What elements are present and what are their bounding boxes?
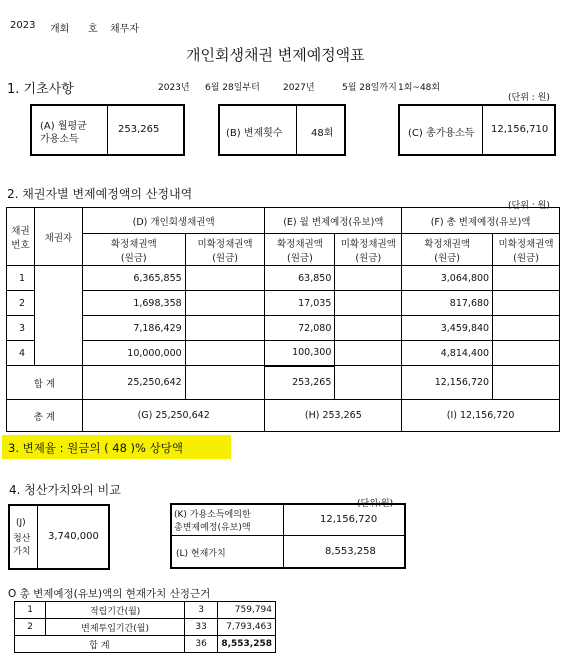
table-row	[15, 619, 276, 636]
box-l-label: (L) 현재가치	[176, 549, 226, 559]
table-row	[7, 266, 560, 291]
period-start-year: 2023년	[158, 83, 190, 93]
sum-e: 253,265	[265, 366, 335, 400]
box-k-label-1: (K) 가용소득에의한	[174, 510, 251, 520]
table-row	[7, 291, 560, 316]
box-a-label-2: 가용소득	[40, 134, 79, 145]
period-end-year: 2027년	[283, 83, 315, 93]
pv-sum-n: 36	[184, 636, 217, 653]
present-value-table	[14, 601, 276, 653]
section2-heading: 2. 채권자별 변제예정액의 산정내역	[7, 187, 193, 201]
section4-heading: 4. 청산가치와의 비교	[9, 483, 121, 497]
row-e: 63,850	[265, 266, 335, 291]
total-g: (G) 25,250,642	[82, 400, 265, 432]
sub-f-unconfirmed: 미확정채권액 (원금)	[493, 234, 560, 266]
pv-sum-v: 8,553,258	[218, 636, 276, 653]
sub-f-confirmed: 확정채권액 (원금)	[402, 234, 493, 266]
creditor-table	[6, 207, 560, 432]
row-f: 3,064,800	[402, 266, 493, 291]
row-d: 7,186,429	[82, 316, 185, 341]
section4-unit: (단위:원)	[357, 499, 394, 509]
period-end-md: 5월 28일까지	[342, 83, 397, 93]
col-no-header: 채권 번호	[7, 208, 35, 266]
box-a-label-1: (A) 월평균	[40, 121, 87, 132]
pv-row-n: 3	[184, 602, 217, 619]
sum-row	[7, 366, 560, 400]
section1-heading: 1. 기초사항	[7, 82, 74, 97]
sub-d-unconfirmed: 미확정채권액 (원금)	[185, 234, 265, 266]
sum-f: 12,156,720	[402, 366, 493, 400]
box-j-label-1: (J)	[16, 518, 26, 528]
row-d: 6,365,855	[82, 266, 185, 291]
row-d: 1,698,358	[82, 291, 185, 316]
pv-row-v: 759,794	[218, 602, 276, 619]
box-a-value: 253,265	[118, 124, 160, 135]
period-rounds: 1회~48회	[398, 83, 441, 93]
box-b-value: 48회	[311, 128, 334, 139]
box-c-value: 12,156,710	[491, 124, 549, 135]
row-f: 817,680	[402, 291, 493, 316]
sub-d-confirmed: 확정채권액 (원금)	[82, 234, 185, 266]
box-k-value: 12,156,720	[320, 514, 378, 525]
row-e: 17,035	[265, 291, 335, 316]
total-label: 총 계	[7, 400, 83, 432]
box-k-label-2: 총변제예정(유보)액	[174, 523, 251, 533]
box-c-label: (C) 총가용소득	[408, 128, 475, 139]
total-row	[7, 400, 560, 432]
creditor-cell	[34, 266, 82, 366]
section2-unit: (단위 : 원)	[508, 201, 550, 211]
sum-d: 25,250,642	[82, 366, 185, 400]
pv-row-label: 변제투입기간(월)	[46, 619, 185, 636]
row-no: 1	[7, 266, 35, 291]
row-no: 4	[7, 341, 35, 366]
table-row	[7, 316, 560, 341]
box-j-value: 3,740,000	[48, 531, 99, 542]
row-f: 3,459,840	[402, 316, 493, 341]
col-f-header: (F) 총 변제예정(유보)액	[402, 208, 560, 234]
col-d-header: (D) 개인회생채권액	[82, 208, 265, 234]
section1-unit: (단위 : 원)	[508, 93, 550, 103]
box-b-label: (B) 변제횟수	[226, 128, 283, 139]
pv-row-no: 2	[15, 619, 46, 636]
total-i: (I) 12,156,720	[402, 400, 560, 432]
header-year: 2023	[10, 20, 36, 31]
col-creditor-header: 채권자	[34, 208, 82, 266]
row-no: 2	[7, 291, 35, 316]
row-f: 4,814,400	[402, 341, 493, 366]
table-row	[15, 602, 276, 619]
box-j-label-3: 가치	[13, 547, 31, 557]
row-no: 3	[7, 316, 35, 341]
table-row	[7, 341, 560, 366]
box-l-value: 8,553,258	[325, 546, 376, 557]
header-case-label: 개회	[50, 24, 70, 35]
sub-e-unconfirmed: 미확정채권액 (원금)	[335, 234, 402, 266]
page-title: 개인회생채권 변제예정액표	[186, 46, 365, 64]
pv-row-no: 1	[15, 602, 46, 619]
box-j-label-2: 청산	[13, 534, 31, 544]
row-e: 100,300	[265, 341, 335, 366]
pv-sum-label: 합 계	[15, 636, 185, 653]
col-e-header: (E) 월 변제예정(유보)액	[265, 208, 402, 234]
repayment-rate-text: 3. 변제율 : 원금의 ( 48 )% 상당액	[8, 441, 183, 455]
row-e: 72,080	[265, 316, 335, 341]
pv-row-label: 적립기간(월)	[46, 602, 185, 619]
period-start-md: 6월 28일부터	[205, 83, 260, 93]
header-ho: 호	[88, 24, 98, 35]
pv-row-v: 7,793,463	[218, 619, 276, 636]
header-debtor: 채무자	[110, 24, 139, 35]
pv-row-n: 33	[184, 619, 217, 636]
sum-label: 합 계	[7, 366, 83, 400]
pv-sum-row	[15, 636, 276, 653]
sub-e-confirmed: 확정채권액 (원금)	[265, 234, 335, 266]
row-d: 10,000,000	[82, 341, 185, 366]
total-h: (H) 253,265	[265, 400, 402, 432]
section5-heading: O 총 변제예정(유보)액의 현재가치 산정근거	[8, 588, 211, 600]
